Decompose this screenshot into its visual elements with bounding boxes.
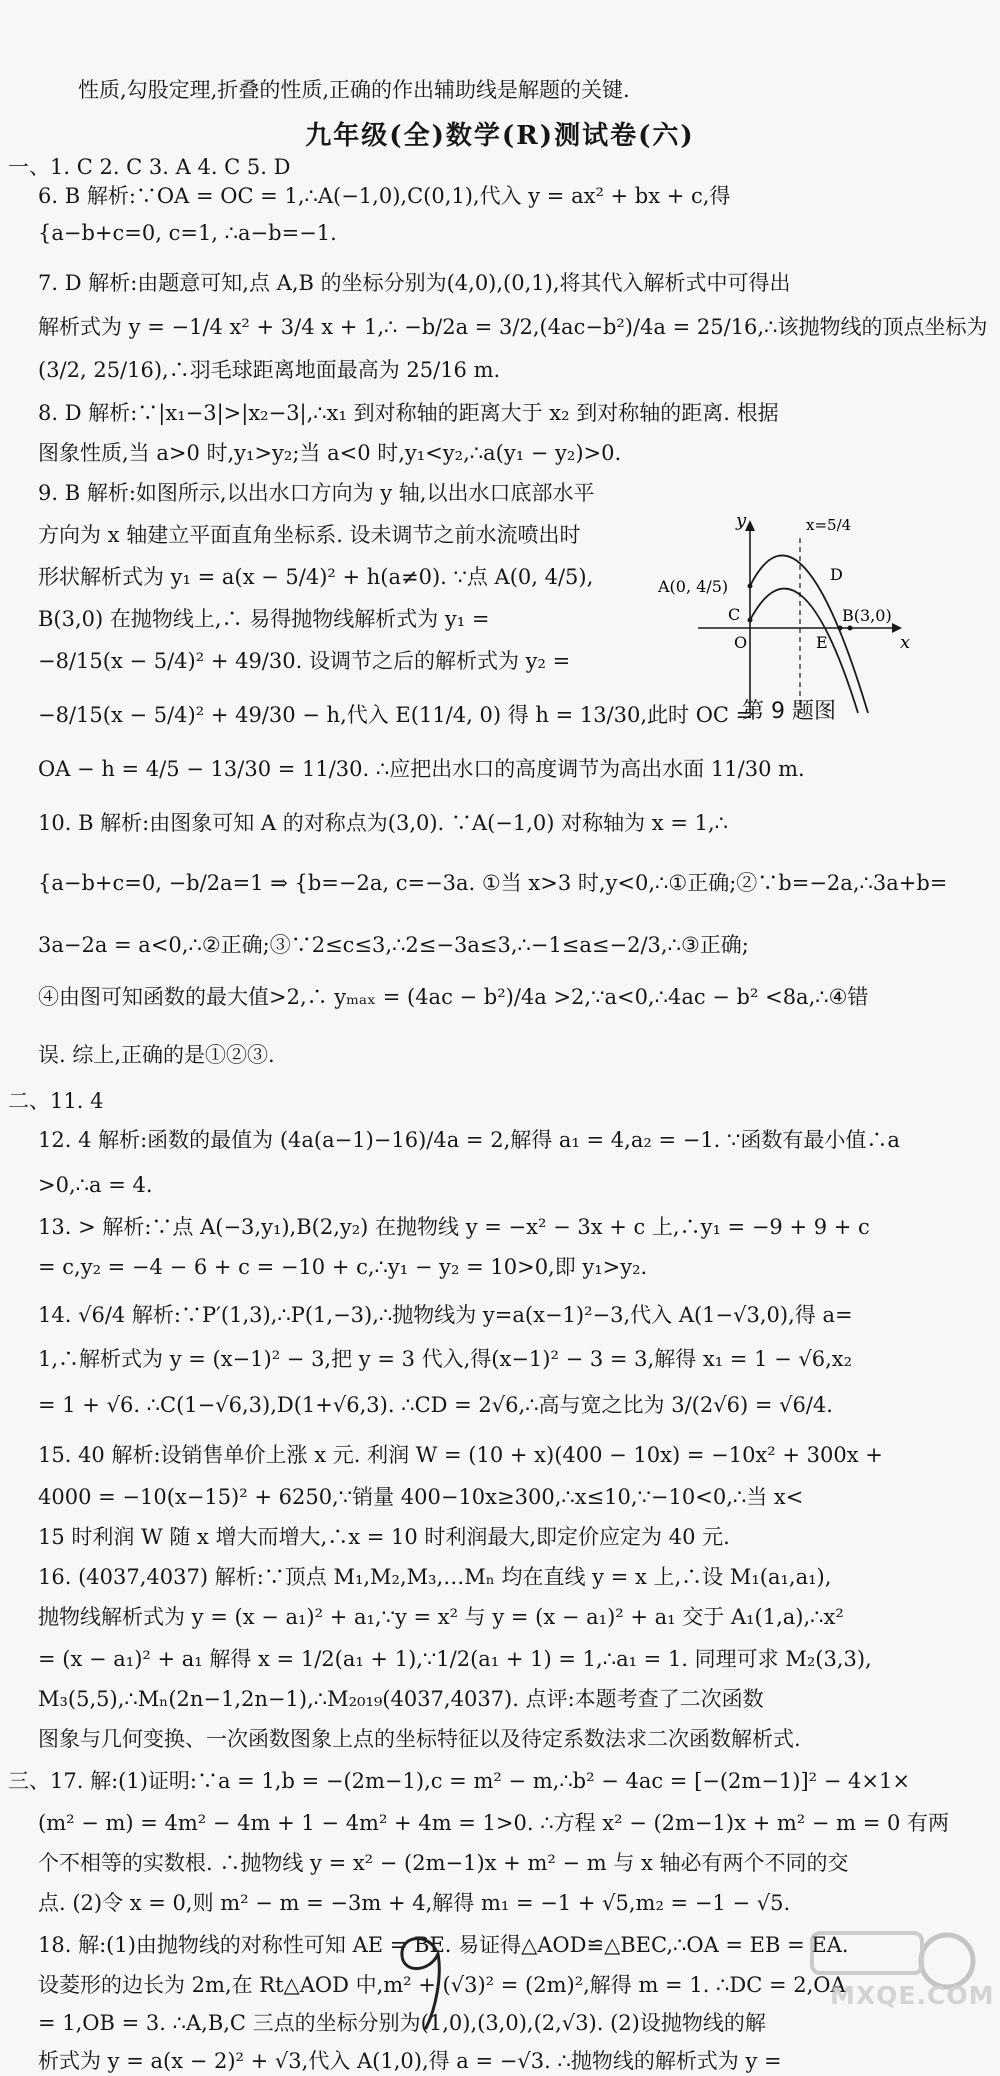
text-line: 点. (2)令 x = 0,则 m² − m = −3m + 4,解得 m₁ = −1 + √5,m₂ = −1 − √5. (38, 1891, 791, 1915)
text-line: 18. 解:(1)由抛物线的对称性可知 AE = BE. 易证得△AOD≌△BEC,∴OA = EB = EA. (38, 1933, 849, 1957)
text-line: 误. 综上,正确的是①②③. (38, 1043, 275, 1067)
handwritten-9-mark (392, 1928, 456, 2032)
label-point-d: D (830, 565, 843, 584)
label-point-e: E (816, 633, 828, 652)
point-e-dot (838, 626, 843, 631)
text-line: B(3,0) 在抛物线上,∴ 易得抛物线解析式为 y₁ = (38, 607, 490, 631)
text-line: 16. (4037,4037) 解析:∵顶点 M₁,M₂,M₃,…Mₙ 均在直线 y = x 上,∴设 M₁(a₁,a₁), (38, 1565, 832, 1589)
text-line: −8/15(x − 5/4)² + 49/30 − h,代入 E(11/4, 0) 得 h = 13/30,此时 OC = (38, 703, 754, 727)
figure-caption: 第 9 题图 (742, 699, 836, 724)
text-line: 15 时利润 W 随 x 增大而增大,∴x = 10 时利润最大,即定价应定为 40 元. (38, 1525, 730, 1549)
text-line: 6. B 解析:∵OA = OC = 1,∴A(−1,0),C(0,1),代入 y = ax² + bx + c,得 (38, 184, 731, 208)
text-line: ④由图可知函数的最大值>2,∴ yₘₐₓ = (4ac − b²)/4a >2,∵a<0,∴4ac − b² <8a,∴④错 (38, 985, 869, 1009)
text-line: 14. √6/4 解析:∵P′(1,3),∴P(1,−3),∴抛物线为 y=a(x−1)²−3,代入 A(1−√3,0),得 a= (38, 1303, 853, 1327)
text-line: = 1 + √6. ∴C(1−√6,3),D(1+√6,3). ∴CD = 2√6,∴高与宽之比为 3/(2√6) = √6/4. (38, 1393, 833, 1417)
point-c-dot (748, 618, 753, 623)
point-a-dot (748, 584, 753, 589)
watermark-badge-icon (772, 1923, 982, 2027)
text-line: 15. 40 解析:设销售单价上涨 x 元. 利润 W = (10 + x)(400 − 10x) = −10x² + 300x + (38, 1443, 883, 1467)
text-line: 一、1. C 2. C 3. A 4. C 5. D (8, 155, 291, 179)
text-line: 析式为 y = a(x − 2)² + √3,代入 A(1,0),得 a = −√3. ∴抛物线的解析式为 y = (38, 2049, 782, 2073)
text-line: 个不相等的实数根. ∴抛物线 y = x² − (2m−1)x + m² − m 与 x 轴必有两个不同的交 (38, 1851, 849, 1875)
exam-title: 九年级(全)数学(R)测试卷(六) (305, 121, 695, 151)
watermark-logo (772, 1923, 995, 2027)
label-point-c: C (728, 605, 741, 624)
text-line: 8. D 解析:∵|x₁−3|>|x₂−3|,∴x₁ 到对称轴的距离大于 x₂ 到对称轴的距离. 根据 (38, 401, 779, 425)
text-line: 12. 4 解析:函数的最值为 (4a(a−1)−16)/4a = 2,解得 a₁ = 4,a₂ = −1. ∵函数有最小值∴a (38, 1128, 900, 1152)
label-x: x (900, 632, 911, 653)
text-line: = c,y₂ = −4 − 6 + c = −10 + c,∴y₁ − y₂ = 10>0,即 y₁>y₂. (38, 1255, 648, 1279)
text-line: >0,∴a = 4. (38, 1173, 153, 1197)
text-line: 设菱形的边长为 2m,在 Rt△AOD 中,m² + (√3)² = (2m)²,解得 m = 1. ∴DC = 2,OA (38, 1973, 846, 1997)
label-point-a: A(0, 4/5) (658, 577, 729, 596)
watermark-text: MXQE.COM (830, 1981, 995, 2010)
text-line: 方向为 x 轴建立平面直角坐标系. 设未调节之前水流喷出时 (38, 523, 581, 547)
text-line: 4000 = −10(x−15)² + 6250,∵销量 400−10x≥300,∴x≤10,∵−10<0,∴当 x< (38, 1485, 804, 1509)
text-line: 1,∴解析式为 y = (x−1)² − 3,把 y = 3 代入,得(x−1)² − 3 = 3,解得 x₁ = 1 − √6,x₂ (38, 1347, 853, 1371)
parabola-diagram (658, 508, 918, 718)
text-line: (3/2, 25/16),∴羽毛球距离地面最高为 25/16 m. (38, 358, 501, 382)
text-line: 形状解析式为 y₁ = a(x − 5/4)² + h(a≠0). ∵点 A(0, 4/5), (38, 565, 594, 589)
text-line: = (x − a₁)² + a₁ 解得 x = 1/2(a₁ + 1),∵1/2(a₁ + 1) = 1,∴a₁ = 1. 同理可求 M₂(3,3), (38, 1647, 872, 1671)
label-point-b: B(3,0) (842, 606, 892, 625)
text-line: 图象与几何变换、一次函数图象上点的坐标特征以及待定系数法求二次函数解析式. (38, 1727, 801, 1751)
text-line: −8/15(x − 5/4)² + 49/30. 设调节之后的解析式为 y₂ = (38, 649, 571, 673)
label-symmetry-axis: x=5/4 (806, 516, 852, 534)
text-line: 二、11. 4 (8, 1089, 104, 1113)
text-line: 三、17. 解:(1)证明:∵a = 1,b = −(2m−1),c = m² − m,∴b² − 4ac = [−(2m−1)]² − 4×1× (8, 1769, 910, 1793)
text-line: 解析式为 y = −1/4 x² + 3/4 x + 1,∴ −b/2a = 3/2,(4ac−b²)/4a = 25/16,∴该抛物线的顶点坐标为 (38, 315, 988, 339)
text-line: 7. D 解析:由题意可知,点 A,B 的坐标分别为(4,0),(0,1),将其代入解析式中可得出 (38, 271, 791, 295)
text-line: 10. B 解析:由图象可知 A 的对称点为(3,0). ∵A(−1,0) 对称轴为 x = 1,∴ (38, 811, 728, 835)
text-line: M₃(5,5),∴Mₙ(2n−1,2n−1),∴M₂₀₁₉(4037,4037). 点评:本题考查了二次函数 (38, 1687, 764, 1711)
text-line: OA − h = 4/5 − 13/30 = 11/30. ∴应把出水口的高度调节为高出水面 11/30 m. (38, 757, 805, 781)
text-line: 13. > 解析:∵点 A(−3,y₁),B(2,y₂) 在抛物线 y = −x² − 3x + c 上,∴y₁ = −9 + 9 + c (38, 1215, 870, 1239)
text-line: 抛物线解析式为 y = (x − a₁)² + a₁,∵y = x² 与 y = (x − a₁)² + a₁ 交于 A₁(1,a),∴x² (38, 1605, 844, 1629)
text-line: {a−b+c=0, c=1, ∴a−b=−1. (38, 221, 337, 245)
text-line: {a−b+c=0, −b/2a=1 ⇒ {b=−2a, c=−3a. ①当 x>3 时,y<0,∴①正确;②∵b=−2a,∴3a+b= (38, 871, 948, 895)
text-line: 9. B 解析:如图所示,以出水口方向为 y 轴,以出水口底部水平 (38, 481, 595, 505)
handwritten-page-number (392, 1928, 456, 2032)
label-y: y (736, 510, 747, 531)
label-origin: O (734, 633, 748, 652)
y-axis-arrow (745, 520, 755, 531)
problem-9-figure (658, 508, 918, 718)
text-line: = 1,OB = 3. ∴A,B,C 三点的坐标分别为(1,0),(3,0),(2,√3). (2)设抛物线的解 (38, 2011, 766, 2035)
point-b-dot (848, 626, 853, 631)
text-line: (m² − m) = 4m² − 4m + 1 − 4m² + 4m = 1>0. ∴方程 x² − (2m−1)x + m² − m = 0 有两 (38, 1811, 950, 1835)
text-line: 图象性质,当 a>0 时,y₁>y₂;当 a<0 时,y₁<y₂,∴a(y₁ − y₂)>0. (38, 441, 622, 465)
text-line: 性质,勾股定理,折叠的性质,正确的作出辅助线是解题的关键. (78, 78, 630, 102)
text-line: 3a−2a = a<0,∴②正确;③∵2≤c≤3,∴2≤−3a≤3,∴−1≤a≤−2/3,∴③正确; (38, 933, 749, 957)
